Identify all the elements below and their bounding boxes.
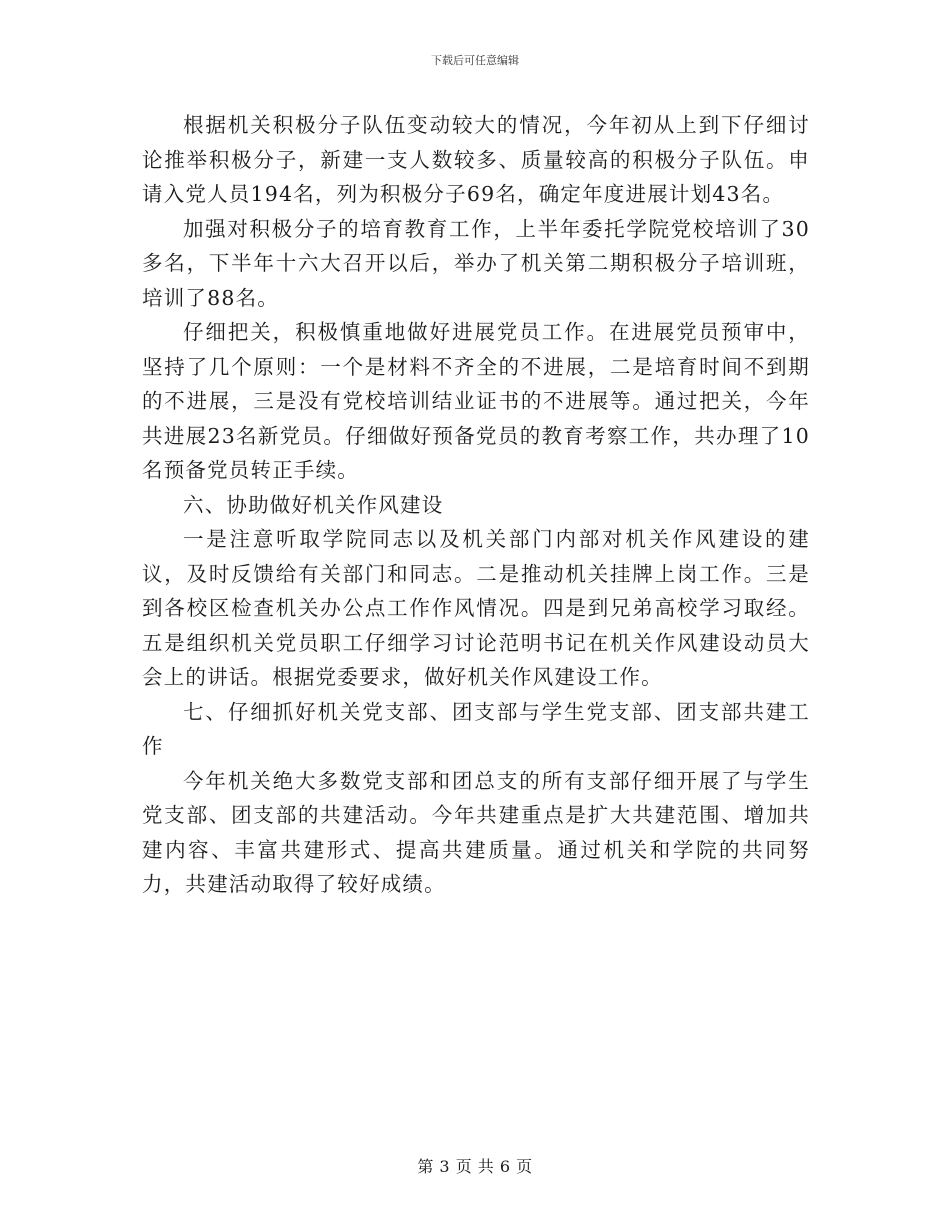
section-heading-seven: 七、仔细抓好机关党支部、团支部与学生党支部、团支部共建工作	[142, 699, 810, 758]
document-body	[142, 108, 810, 902]
paragraph-work-style: 一是注意听取学院同志以及机关部门内部对机关作风建设的建议，及时反馈给有关部门和同志。二是推动机关挂牌上岗工作。三是到各校区检查机关办公点工作作风情况。四是到兄弟高校学习取经。五是组织机关党员职工仔细学习讨论范明书记在机关作风建设动员大会上的讲话。根据党委要求，做好机关作风建设工作。	[142, 527, 810, 689]
paragraph-activists-training: 加强对积极分子的培育教育工作，上半年委托学院党校培训了30多名，下半年十六大召开以后，举办了机关第二期积极分子培训班，培训了88名。	[142, 216, 810, 310]
paragraph-activists-team: 根据机关积极分子队伍变动较大的情况，今年初从上到下仔细讨论推举积极分子，新建一支人数较多、质量较高的积极分子队伍。申请入党人员194名，列为积极分子69名，确定年度进展计划43名。	[142, 113, 810, 206]
paragraph-member-development: 仔细把关，积极慎重地做好进展党员工作。在进展党员预审中，坚持了几个原则：一个是材料不齐全的不进展，二是培育时间不到期的不进展，三是没有党校培训结业证书的不进展等。通过把关，今年共进展23名新党员。仔细做好预备党员的教育考察工作，共办理了10名预备党员转正手续。	[142, 320, 810, 482]
page-number: 第 3 页 共 6 页	[417, 1157, 533, 1176]
paragraph-joint-building: 今年机关绝大多数党支部和团总支的所有支部仔细开展了与学生党支部、团支部的共建活动。今年共建重点是扩大共建范围、增加共建内容、丰富共建形式、提高共建质量。通过机关和学院的共同努力，共建活动取得了较好成绩。	[142, 768, 810, 896]
header-note: 下载后可任意编辑	[431, 54, 519, 67]
section-heading-six: 六、协助做好机关作风建设	[183, 492, 444, 517]
